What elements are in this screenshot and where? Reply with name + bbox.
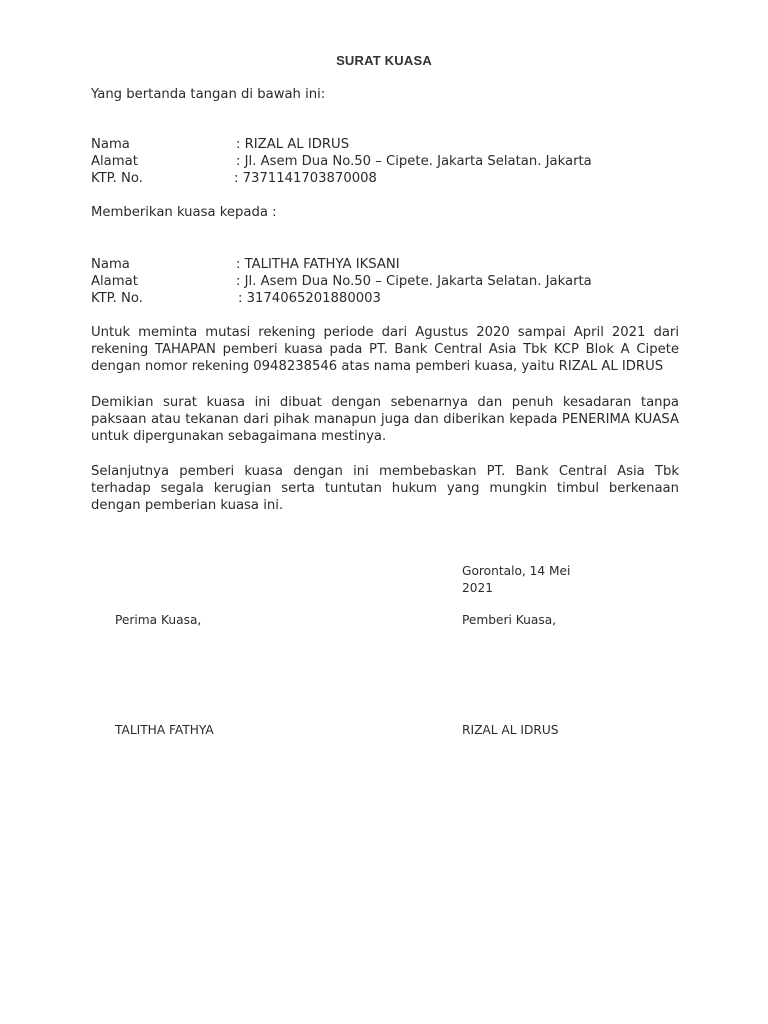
grantor-name-label: Nama: [91, 137, 130, 152]
grantee-ktp-label: KTP. No.: [91, 291, 143, 306]
place-date-line2: 2021: [462, 581, 494, 595]
grantee-ktp-value: : 3174065201880003: [238, 291, 381, 306]
paragraph-release: Selanjutnya pemberi kuasa dengan ini membebaskan PT. Bank Central Asia Tbk terhadap segala kerugian serta tuntutan hukum yang mungkin timbul berkenaan dengan pemberian kuasa ini.: [91, 464, 679, 513]
giver-label: Pemberi Kuasa,: [462, 613, 557, 627]
place-date-line1: Gorontalo, 14 Mei: [462, 564, 571, 578]
grantor-name-value: : RIZAL AL IDRUS: [236, 137, 350, 152]
intro-text: Yang bertanda tangan di bawah ini:: [91, 87, 326, 102]
transition-text: Memberikan kuasa kepada :: [91, 205, 277, 220]
grantee-address-value: : Jl. Asem Dua No.50 – Cipete. Jakarta Selatan. Jakarta: [236, 274, 592, 289]
grantor-ktp-label: KTP. No.: [91, 171, 143, 186]
paragraph-purpose: Untuk meminta mutasi rekening periode dari Agustus 2020 sampai April 2021 dari rekening TAHAPAN pemberi kuasa pada PT. Bank Central Asia Tbk KCP Blok A Cipete dengan nomor rekening 0948238546 atas nama pemberi kuasa, yaitu RIZAL AL IDRUS: [91, 325, 679, 374]
grantor-ktp-value: : 7371141703870008: [234, 171, 377, 186]
receiver-label: Perima Kuasa,: [115, 613, 202, 627]
grantee-name-value: : TALITHA FATHYA IKSANI: [236, 257, 400, 272]
grantee-name-label: Nama: [91, 257, 130, 272]
grantor-address-label: Alamat: [91, 154, 138, 169]
paragraph-declaration: Demikian surat kuasa ini dibuat dengan sebenarnya dan penuh kesadaran tanpa paksaan atau tekanan dari pihak manapun juga dan diberikan kepada PENERIMA KUASA untuk dipergunakan sebagaimana mestinya.: [91, 395, 679, 444]
giver-name: RIZAL AL IDRUS: [462, 723, 559, 737]
document-title: SURAT KUASA: [336, 53, 432, 68]
grantor-address-value: : Jl. Asem Dua No.50 – Cipete. Jakarta Selatan. Jakarta: [236, 154, 592, 169]
grantee-address-label: Alamat: [91, 274, 138, 289]
receiver-name: TALITHA FATHYA: [115, 723, 214, 737]
